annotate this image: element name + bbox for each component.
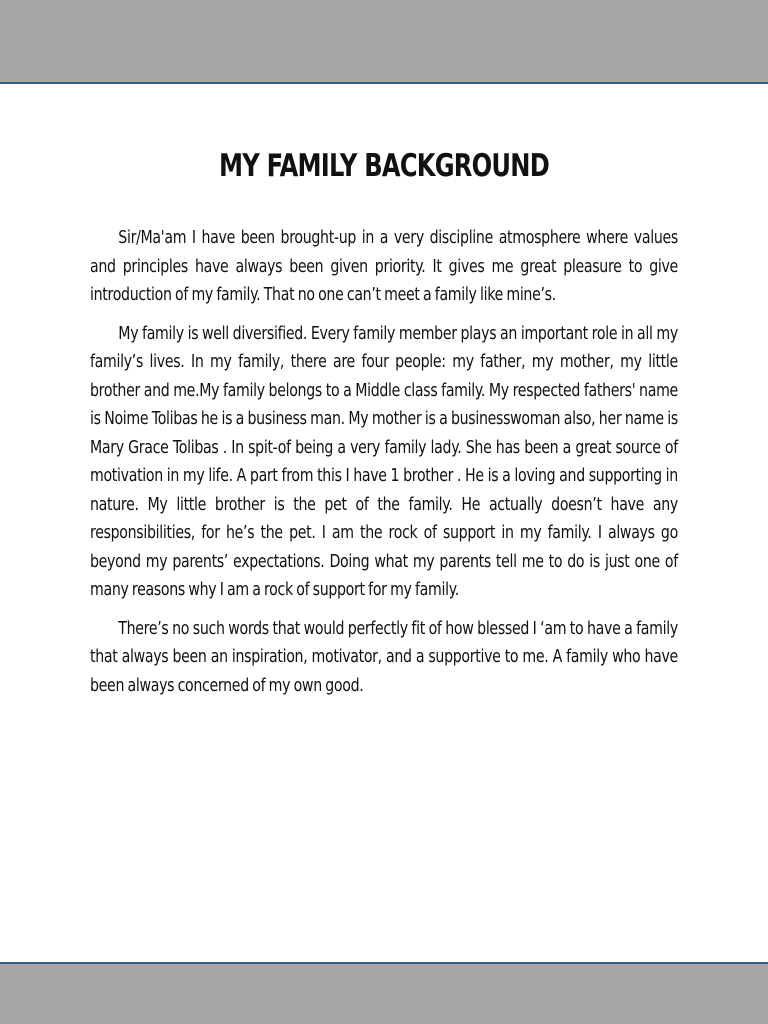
paragraph-conclusion: There’s no such words that would perfectly fit of how blessed I ‘am to have a family that always been an inspiration, motivator, and a supportive to me. A family who have been always concerned of my own good. [90,617,678,696]
bottom-footer-band [0,962,768,1024]
top-header-band [0,0,768,84]
paragraph-intro: Sir/Ma'am I have been brought-up in a very discipline atmosphere where values and principles have always been given priority. It gives me great pleasure to give introduction of my family. That no one can’t meet a family like mine’s. [90,227,678,305]
paragraph-family-members: My family is well diversified. Every family member plays an important role in all my family’s lives. In my family, there are four people: my father, my mother, my little brother and me.My family belongs to a Middle class family. My respected fathers' name is Noime Tolibas he is a business man. My mother is a businesswoman also, her name is Mary Grace Tolibas . In spit-of being a very family lady. She has been a great source of motivation in my life. A part from this I have 1 brother . He is a loving and supporting in nature. My little brother is the pet of the family. He actually doesn’t have any responsibilities, for he’s the pet. I am the rock of support in my family. I always go beyond my parents’ expectations. Doing what my parents tell me to do is just one of many reasons why I am a rock of support for my family. [90,322,678,600]
page-title: MY FAMILY BACKGROUND [218,148,550,184]
document-body [90,148,678,710]
